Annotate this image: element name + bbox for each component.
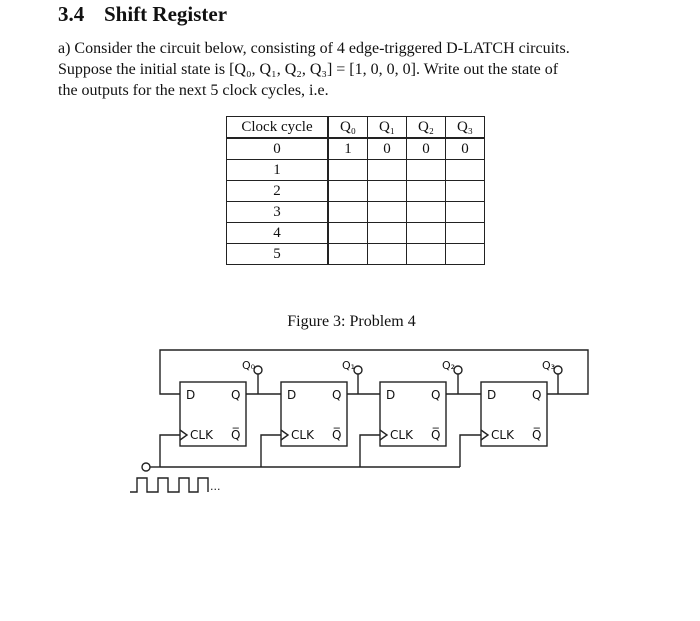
table-row [227,223,485,244]
table-cell [368,223,407,244]
table-cell [446,202,485,223]
table-header-row [227,117,485,139]
latch-1-clk-label: CLK [291,428,314,442]
table-cell [368,160,407,181]
latch-0-q-label: Q [231,388,241,402]
header-q3: Q₃ [446,117,485,139]
figure-caption: Figure 3: Problem 4 [287,313,416,330]
table-row [227,181,485,202]
table-cell: 0 [368,138,407,160]
latch-0-clk-label: CLK [190,428,213,442]
table-cell [368,244,407,265]
table-cell [407,223,446,244]
table-cell: 1 [328,138,368,160]
problem-line: the outputs for the next 5 clock cycles, i.e. [58,82,329,99]
clock-input-terminal [142,463,150,471]
table-cell [328,202,368,223]
latch-2-d-label: D [386,388,396,402]
latch-2-qbar-label: Q̅ [431,428,441,442]
table-cell [446,181,485,202]
latch-1-d-label: D [287,388,297,402]
table-cell [446,223,485,244]
terminal-q2 [454,366,462,374]
table-cell [328,160,368,181]
clk-edge-1 [281,430,288,440]
header-q1: Q₁ [368,117,407,139]
latch-3-d-label: D [487,388,497,402]
clock-ellipsis: ... [210,480,221,493]
problem-statement [58,38,658,101]
table-cell [328,181,368,202]
table-cell: 2 [227,181,329,202]
table-cell: 0 [446,138,485,160]
table-cell: 0 [227,138,329,160]
header-q2: Q₂ [407,117,446,139]
table-cell: 5 [227,244,329,265]
terminal-q0 [254,366,262,374]
table-cell: 1 [227,160,329,181]
section-number: 3.4 [58,2,85,26]
terminal-q1 [354,366,362,374]
problem-line: a) Consider the circuit below, consisting of 4 edge-triggered D-LATCH circuits. [58,40,570,57]
table-cell [446,160,485,181]
table-cell [368,202,407,223]
clk-wire-0 [160,435,180,467]
section-title: Shift Register [104,2,228,26]
table-row [227,138,485,160]
clk-edge-3 [481,430,488,440]
output-label-q0: Q₀ [242,359,256,372]
feedback-wire [160,350,588,394]
latch-3-qbar-label: Q̅ [532,428,542,442]
latch-0-d-label: D [186,388,196,402]
table-cell [368,181,407,202]
latch-1-q-label: Q [332,388,342,402]
table-cell: 3 [227,202,329,223]
shift-register-circuit [0,338,700,508]
clk-edge-2 [380,430,387,440]
latch-0-qbar-label: Q̅ [231,428,241,442]
latch-2-clk-label: CLK [390,428,413,442]
latch-3-q-label: Q [532,388,542,402]
terminal-q3 [554,366,562,374]
problem-line: Suppose the initial state is [Q₀, Q₁, Q₂, Q₃] = [1, 0, 0, 0]. Write out the state of [58,61,559,78]
table-cell [407,244,446,265]
clk-wire-3 [460,435,481,467]
output-label-q2: Q₂ [442,359,456,372]
clk-edge-0 [180,430,187,440]
table-row [227,244,485,265]
table-row [227,202,485,223]
table-cell: 4 [227,223,329,244]
table-cell [446,244,485,265]
section-heading [58,2,227,27]
latch-3-clk-label: CLK [491,428,514,442]
table-cell [328,244,368,265]
clk-wire-1 [261,435,281,467]
table-cell [407,181,446,202]
square-wave-icon [130,478,208,492]
table-cell [407,160,446,181]
table-cell [407,202,446,223]
latch-2-q-label: Q [431,388,441,402]
latch-1-qbar-label: Q̅ [332,428,342,442]
output-label-q3: Q₃ [542,359,556,372]
state-table [226,116,485,265]
table-cell: 0 [407,138,446,160]
output-label-q1: Q₁ [342,359,356,372]
table-row [227,160,485,181]
header-q0: Q₀ [328,117,368,139]
table-cell [328,223,368,244]
header-clock-cycle: Clock cycle [227,117,329,139]
clk-wire-2 [360,435,380,467]
